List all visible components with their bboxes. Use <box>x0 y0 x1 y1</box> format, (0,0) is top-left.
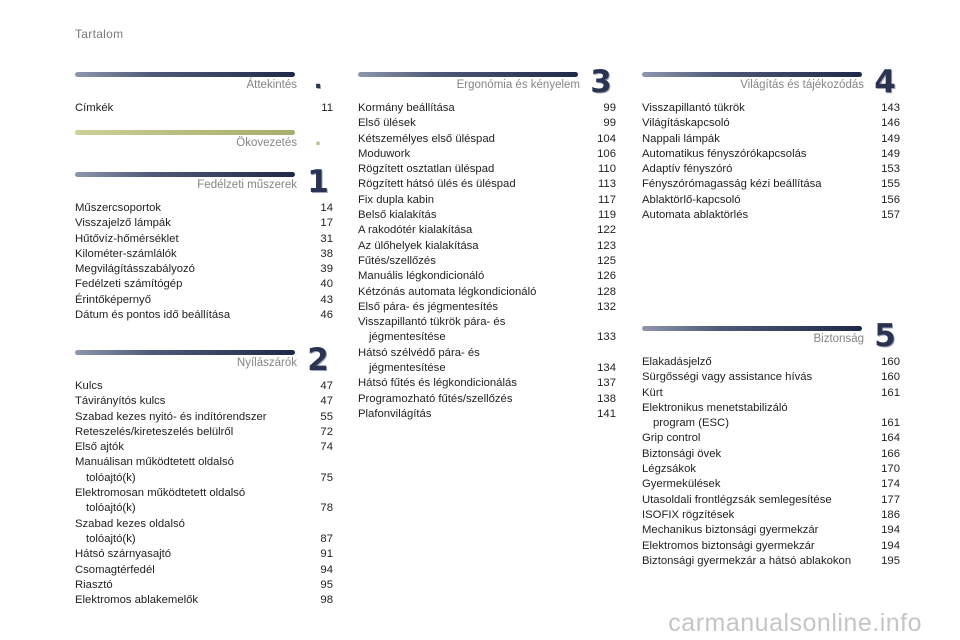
toc-entry[interactable] <box>358 346 616 377</box>
toc-entry[interactable] <box>75 455 333 486</box>
toc-entry-title-line: Hátsó szárnyasajtó <box>75 548 172 561</box>
toc-entry-title-line: Megvilágításszabályozó <box>75 263 195 276</box>
toc-entry-title <box>642 162 881 177</box>
toc-entry-page: 146 <box>881 117 900 130</box>
section-bar <box>75 72 295 77</box>
toc-entry-page: 87 <box>320 532 333 545</box>
section-number: . <box>314 129 322 150</box>
toc-entry-page: 128 <box>597 285 616 298</box>
toc-entry-page: 156 <box>881 193 900 206</box>
toc-entry-page: 160 <box>881 371 900 384</box>
toc-entry[interactable] <box>75 486 333 517</box>
toc-entry[interactable] <box>358 254 616 269</box>
toc-entry-title <box>358 376 597 391</box>
toc-entry-title-line: Elektronikus menetstabilizáló <box>642 401 788 414</box>
toc-entry[interactable] <box>75 425 333 440</box>
toc-entry-title-line: ISOFIX rögzítések <box>642 508 735 521</box>
toc-entry-title <box>642 355 881 370</box>
toc-entry-page: 113 <box>597 178 616 191</box>
toc-entry-page: 104 <box>597 132 616 145</box>
toc-entry-title-line: Manuálisan működtetett oldalsó <box>75 456 234 469</box>
toc-entry-title-line: Reteszelés/kireteszelés belülről <box>75 425 234 438</box>
section-header <box>75 342 333 378</box>
toc-entry-title-line: Visszapillantó tükrök pára- és <box>358 316 506 329</box>
toc-entry-page: 46 <box>320 309 333 322</box>
toc-entry-page: 141 <box>597 407 616 420</box>
section-vilagitas <box>642 64 900 223</box>
toc-entry-page: 43 <box>320 293 333 306</box>
toc-entry-title-line: Ablaktörlő-kapcsoló <box>642 193 741 206</box>
toc-entry-title-line: Elektromos ablakemelők <box>75 594 199 607</box>
toc-entry[interactable] <box>358 116 616 131</box>
toc-entry[interactable] <box>75 410 333 425</box>
toc-entry[interactable] <box>75 547 333 562</box>
toc-entry[interactable] <box>358 315 616 346</box>
toc-entry-page: 122 <box>597 224 616 237</box>
section-header <box>75 69 333 99</box>
toc-entry[interactable] <box>75 440 333 455</box>
toc-entry-title <box>358 407 597 422</box>
toc-entry-title <box>75 277 320 292</box>
toc-entry-title-line: Moduwork <box>358 147 411 160</box>
toc-entry-title-line: program (ESC) <box>653 417 729 430</box>
toc-entry-title-line: tolóajtó(k) <box>86 532 136 545</box>
toc-entry-title-line: Sürgősségi vagy assistance hívás <box>642 371 813 384</box>
toc-entry-title-line: Biztonsági övek <box>642 447 722 460</box>
toc-entry-title-line: Visszapillantó tükrök <box>642 102 745 114</box>
toc-entry-title <box>75 440 320 455</box>
section-number: 2 <box>307 342 329 378</box>
section-ergonomia <box>358 64 616 422</box>
toc-entry-title <box>642 401 881 432</box>
toc-entry-title-line: Kétzónás automata légkondicionáló <box>358 285 537 298</box>
toc-entry[interactable] <box>642 401 900 432</box>
toc-entry-page: 195 <box>881 554 900 567</box>
toc-entry[interactable] <box>358 177 616 192</box>
section-bar <box>642 72 862 77</box>
toc-entry-title-line: Utasoldali frontlégzsák semlegesítése <box>642 493 832 506</box>
toc-entry[interactable] <box>642 147 900 162</box>
toc-entry[interactable] <box>358 147 616 162</box>
toc-entry-page: 119 <box>597 209 616 222</box>
toc-entry[interactable] <box>75 578 333 593</box>
toc-entry[interactable] <box>358 132 616 147</box>
toc-entry-page: 132 <box>597 300 616 313</box>
section-number: 1 <box>307 164 329 200</box>
toc-entry-title-line: Hátsó fűtés és légkondicionálás <box>358 377 517 390</box>
toc-entry-page: 186 <box>881 508 900 521</box>
toc-entry[interactable] <box>358 239 616 254</box>
toc-entry-page: 106 <box>597 147 616 160</box>
toc-entry[interactable] <box>642 386 900 401</box>
toc-entry-title-line: jégmentesítése <box>369 362 446 375</box>
toc-entry-title <box>75 247 320 262</box>
toc-entry-title-line: Elakadásjelző <box>642 356 712 368</box>
toc-entry-title-line: Szabad kezes oldalsó <box>75 517 185 530</box>
toc-entry-page: 134 <box>597 362 616 375</box>
section-okovezetes <box>75 127 333 157</box>
toc-entry[interactable] <box>642 101 900 116</box>
toc-entry-title <box>358 177 598 192</box>
toc-entry-title-line: Mechanikus biztonsági gyermekzár <box>642 524 819 537</box>
toc-entry-title-line: Hátsó szélvédő pára- és <box>358 346 480 359</box>
toc-entry-page: 194 <box>881 539 900 552</box>
toc-entry-page: 149 <box>881 147 900 160</box>
toc-entry-title <box>642 132 881 147</box>
toc-entry-title <box>75 101 321 116</box>
toc-entry[interactable] <box>642 539 900 554</box>
toc-entry-page: 38 <box>320 247 333 260</box>
toc-entry-title-line: Csomagtérfedél <box>75 563 155 576</box>
toc-entry-title <box>642 101 881 116</box>
toc-entry[interactable] <box>358 407 616 422</box>
toc-entry-title <box>358 392 597 407</box>
toc-entry-title <box>358 147 597 162</box>
toc-entry-title <box>75 232 320 247</box>
toc-entry-title-line: Dátum és pontos idő beállítása <box>75 309 231 322</box>
section-title: Nyílászárók <box>236 357 297 369</box>
toc-entry-title-line: Műszercsoportok <box>75 202 162 214</box>
section-fedelzeti-muszerek <box>75 164 333 323</box>
toc-entry[interactable] <box>358 101 616 116</box>
toc-entry-title-line: Automatikus fényszórókapcsolás <box>642 147 807 160</box>
section-biztonsag <box>642 318 900 569</box>
toc-entry-title-line: Elektromos biztonsági gyermekzár <box>642 539 815 552</box>
toc-entry[interactable] <box>642 370 900 385</box>
toc-entry[interactable] <box>75 293 333 308</box>
toc-entry-page: 161 <box>881 417 900 430</box>
toc-entry-title <box>358 315 597 346</box>
toc-entry[interactable] <box>358 208 616 223</box>
toc-entry-page: 138 <box>597 392 616 405</box>
toc-entry-title <box>358 269 597 284</box>
toc-entry-page: 137 <box>597 377 616 390</box>
toc-entry-title-line: Programozható fűtés/szellőzés <box>358 392 513 405</box>
toc-entry-title <box>642 462 881 477</box>
toc-entry-title <box>642 208 881 223</box>
toc-entry[interactable] <box>75 232 333 247</box>
section-title: Biztonság <box>813 333 864 345</box>
toc-entry-page: 94 <box>320 563 333 576</box>
toc-entry-page: 143 <box>881 102 900 114</box>
toc-entry[interactable] <box>642 193 900 208</box>
toc-entry-title-line: Rögzített osztatlan üléspad <box>358 163 495 176</box>
toc-entry[interactable] <box>642 523 900 538</box>
toc-entry[interactable] <box>75 216 333 231</box>
toc-entry[interactable] <box>358 300 616 315</box>
toc-entry[interactable] <box>75 308 333 323</box>
toc-entry[interactable] <box>75 101 333 116</box>
section-number: 3 <box>590 64 612 100</box>
toc-entry[interactable] <box>642 447 900 462</box>
section-header <box>642 318 900 354</box>
toc-entry-title <box>642 147 881 162</box>
toc-entry-title-line: Légzsákok <box>642 463 697 476</box>
toc-entry-title-line: tolóajtó(k) <box>86 502 136 515</box>
toc-entry-title-line: Kulcs <box>75 380 103 392</box>
toc-entry-title <box>75 517 320 548</box>
toc-entry-page: 166 <box>881 447 900 460</box>
section-number: . <box>313 69 323 94</box>
toc-entry[interactable] <box>75 247 333 262</box>
toc-entry-title-line: tolóajtó(k) <box>86 471 136 484</box>
page-label: Tartalom <box>75 27 124 41</box>
toc-entry-page: 177 <box>881 493 900 506</box>
toc-entry[interactable] <box>642 116 900 131</box>
toc-entry-title-line: Nappali lámpák <box>642 132 720 145</box>
entry-list <box>642 355 900 569</box>
toc-entry[interactable] <box>642 477 900 492</box>
toc-entry-page: 157 <box>881 209 900 222</box>
toc-entry[interactable] <box>358 193 616 208</box>
toc-entry-title-line: Belső kialakítás <box>358 209 437 222</box>
toc-entry[interactable] <box>358 392 616 407</box>
entry-list <box>75 379 333 608</box>
toc-entry-title <box>75 486 320 517</box>
toc-entry-title-line: Visszajelző lámpák <box>75 217 171 230</box>
toc-entry-title-line: A rakodótér kialakítása <box>358 224 473 237</box>
toc-entry-page: 47 <box>320 380 333 392</box>
toc-entry-title-line: Gyermekülések <box>642 478 721 491</box>
toc-entry-title <box>358 162 598 177</box>
toc-entry-title <box>358 132 597 147</box>
toc-entry-title-line: Hűtővíz-hőmérséklet <box>75 232 179 245</box>
toc-entry-title-line: Fix dupla kabin <box>358 193 434 206</box>
toc-entry-title-line: Fűtés/szellőzés <box>358 254 436 267</box>
section-title: Fedélzeti műszerek <box>197 179 297 191</box>
toc-entry-title-line: Grip control <box>642 432 701 445</box>
toc-entry-title-line: Szabad kezes nyitó- és indítórendszer <box>75 410 267 423</box>
toc-entry-title-line: Biztonsági gyermekzár a hátsó ablakokon <box>642 554 852 567</box>
toc-entry-page: 110 <box>597 163 616 176</box>
section-attekintes <box>75 69 333 116</box>
section-number: 4 <box>874 64 896 100</box>
toc-entry-page: 160 <box>881 356 900 368</box>
toc-entry[interactable] <box>642 493 900 508</box>
toc-entry-title <box>75 578 320 593</box>
toc-entry-title <box>642 493 881 508</box>
section-bar <box>75 172 295 177</box>
section-nyilaszarok <box>75 342 333 608</box>
toc-entry-page: 47 <box>320 395 333 408</box>
section-bar <box>75 130 295 135</box>
toc-entry-page: 55 <box>320 410 333 423</box>
toc-entry-page: 72 <box>320 425 333 438</box>
toc-entry-title-line: Automata ablaktörlés <box>642 209 749 222</box>
toc-entry[interactable] <box>358 376 616 391</box>
toc-entry-page: 75 <box>320 471 333 484</box>
toc-entry-title <box>358 346 597 377</box>
toc-entry[interactable] <box>75 277 333 292</box>
section-title: Ökovezetés <box>236 137 297 149</box>
toc-entry-title <box>642 431 881 446</box>
toc-entry[interactable] <box>642 132 900 147</box>
toc-entry-title-line: Érintőképernyő <box>75 293 151 306</box>
toc-entry-page: 149 <box>881 132 900 145</box>
toc-entry-title <box>642 539 881 554</box>
toc-entry-title <box>358 285 597 300</box>
toc-entry-title <box>642 508 881 523</box>
toc-entry-page: 11 <box>321 102 333 114</box>
toc-entry[interactable] <box>358 162 616 177</box>
toc-entry-title <box>358 239 597 254</box>
entry-list <box>75 101 333 116</box>
toc-entry[interactable] <box>642 208 900 223</box>
toc-entry-page: 161 <box>881 386 900 399</box>
toc-entry-title <box>642 386 881 401</box>
watermark: carmanualsonline.info <box>668 609 922 637</box>
toc-entry-title <box>75 216 320 231</box>
toc-entry-title-line: Riasztó <box>75 578 113 591</box>
toc-entry-page: 123 <box>597 239 616 252</box>
toc-entry-title <box>358 101 603 116</box>
section-bar <box>358 72 578 77</box>
toc-entry[interactable] <box>75 563 333 578</box>
toc-entry-title-line: Első pára- és jégmentesítés <box>358 300 499 313</box>
toc-entry-title-line: Kétszemélyes első üléspad <box>358 132 495 145</box>
toc-entry-page: 99 <box>603 102 616 114</box>
toc-entry-title <box>75 262 320 277</box>
section-bar <box>642 326 862 331</box>
toc-entry-page: 125 <box>597 254 616 267</box>
toc-entry[interactable] <box>642 508 900 523</box>
toc-entry-title-line: Plafonvilágítás <box>358 407 432 420</box>
section-header <box>642 64 900 100</box>
entry-list <box>75 201 333 323</box>
toc-entry-page: 31 <box>320 232 333 245</box>
toc-entry-page: 99 <box>603 117 616 130</box>
toc-entry-title <box>75 410 320 425</box>
toc-entry-title-line: Világításkapcsoló <box>642 117 730 130</box>
toc-entry-title <box>358 223 597 238</box>
toc-entry-title-line: Első ajtók <box>75 441 124 454</box>
toc-entry-title <box>358 254 597 269</box>
toc-entry-title-line: Távirányítós kulcs <box>75 395 166 408</box>
toc-entry-page: 95 <box>320 578 333 591</box>
toc-entry-title <box>642 193 881 208</box>
toc-entry-title <box>75 394 320 409</box>
toc-entry-title <box>642 554 881 569</box>
toc-entry-page: 126 <box>597 270 616 283</box>
toc-entry[interactable] <box>75 262 333 277</box>
toc-entry[interactable] <box>642 355 900 370</box>
toc-entry-page: 74 <box>320 441 333 454</box>
toc-entry-page: 133 <box>597 331 616 344</box>
toc-entry-title <box>642 523 881 538</box>
toc-entry-page: 40 <box>320 278 333 291</box>
section-title: Világítás és tájékozódás <box>740 79 864 91</box>
toc-entry-title <box>642 177 881 192</box>
section-number: 5 <box>874 318 896 354</box>
toc-entry-title-line: Az ülőhelyek kialakítása <box>358 239 479 252</box>
entry-list <box>642 101 900 223</box>
section-bar <box>75 350 295 355</box>
toc-entry-page: 91 <box>320 548 333 561</box>
toc-entry-page: 155 <box>881 178 900 191</box>
toc-entry-title-line: Manuális légkondicionáló <box>358 270 485 283</box>
toc-entry-title <box>358 193 598 208</box>
toc-entry-title <box>75 547 320 562</box>
toc-entry-title-line: Kilométer-számlálók <box>75 247 177 260</box>
toc-entry[interactable] <box>642 431 900 446</box>
toc-entry-title-line: Rögzített hátsó ülés és üléspad <box>358 178 516 191</box>
toc-entry[interactable] <box>75 517 333 548</box>
toc-entry-page: 164 <box>881 432 900 445</box>
toc-entry-title <box>642 370 881 385</box>
toc-entry-page: 170 <box>881 463 900 476</box>
toc-entry-title <box>75 593 320 608</box>
toc-entry-title-line: jégmentesítése <box>369 331 446 344</box>
toc-entry[interactable] <box>75 379 333 394</box>
toc-entry[interactable] <box>358 223 616 238</box>
toc-entry-page: 174 <box>881 478 900 491</box>
toc-entry-title <box>358 208 598 223</box>
toc-entry-title <box>75 425 320 440</box>
toc-entry[interactable] <box>642 462 900 477</box>
toc-entry[interactable] <box>75 593 333 608</box>
toc-entry-title-line: Kürt <box>642 386 663 399</box>
toc-entry-title <box>358 300 597 315</box>
toc-entry[interactable] <box>358 269 616 284</box>
section-header <box>358 64 616 100</box>
toc-entry-title <box>75 293 320 308</box>
section-title: Ergonómia és kényelem <box>456 79 580 91</box>
toc-entry-page: 39 <box>320 263 333 276</box>
entry-list <box>358 101 616 422</box>
toc-entry-title <box>642 477 881 492</box>
toc-entry-title <box>642 116 881 131</box>
toc-entry[interactable] <box>75 201 333 216</box>
toc-entry[interactable] <box>358 285 616 300</box>
toc-entry-page: 117 <box>597 193 616 206</box>
toc-entry-title <box>75 563 320 578</box>
section-header <box>75 127 333 157</box>
toc-entry-title-line: Elektromosan működtetett oldalsó <box>75 487 246 500</box>
toc-entry-title-line: Fedélzeti számítógép <box>75 278 183 291</box>
toc-entry-page: 194 <box>881 524 900 537</box>
toc-entry-title <box>642 447 881 462</box>
toc-entry-page: 98 <box>320 594 333 607</box>
toc-entry-title-line: Adaptív fényszóró <box>642 163 733 176</box>
toc-entry-title <box>75 379 320 394</box>
toc-entry[interactable] <box>642 554 900 569</box>
toc-entry-title <box>75 201 320 216</box>
toc-entry-page: 14 <box>320 202 333 214</box>
toc-entry[interactable] <box>642 162 900 177</box>
toc-entry-title-line: Fényszórómagasság kézi beállítása <box>642 178 822 191</box>
toc-entry[interactable] <box>75 394 333 409</box>
toc-entry-title <box>358 116 603 131</box>
toc-entry-page: 78 <box>320 502 333 515</box>
section-title: Áttekintés <box>246 79 297 91</box>
toc-entry-title-line: Címkék <box>75 102 114 114</box>
toc-entry[interactable] <box>642 177 900 192</box>
toc-entry-page: 17 <box>320 217 333 230</box>
toc-entry-title <box>75 308 320 323</box>
toc-entry-title-line: Kormány beállítása <box>358 102 455 114</box>
toc-entry-page: 153 <box>881 163 900 176</box>
section-header <box>75 164 333 200</box>
toc-entry-title <box>75 455 320 486</box>
toc-entry-title-line: Első ülések <box>358 117 416 130</box>
